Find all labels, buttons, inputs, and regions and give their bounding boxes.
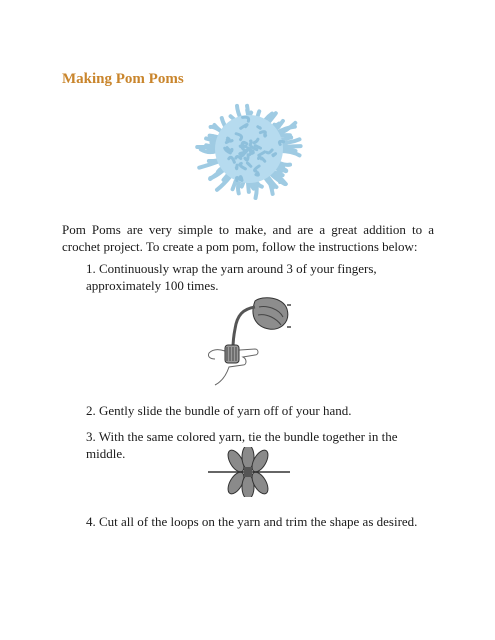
step-3: 3. With the same colored yarn, tie the bundle together in the middle.: [86, 429, 398, 461]
step-4: 4. Cut all of the loops on the yarn and trim the shape as desired.: [86, 514, 418, 529]
page-title: Making Pom Poms: [62, 71, 184, 87]
pom-pom-image: [190, 93, 308, 205]
step-1: 1. Continuously wrap the yarn around 3 of your fingers, approximately 100 times.: [86, 261, 377, 293]
step-2: 2. Gently slide the bundle of yarn off of your hand.: [86, 403, 352, 418]
tied-bundle-illustration: [206, 447, 292, 497]
intro-paragraph: Pom Poms are very simple to make, and are a great addition to a crochet project. To create a pom pom, follow the instructions below:: [62, 222, 434, 254]
hand-wrap-illustration: [203, 295, 295, 387]
